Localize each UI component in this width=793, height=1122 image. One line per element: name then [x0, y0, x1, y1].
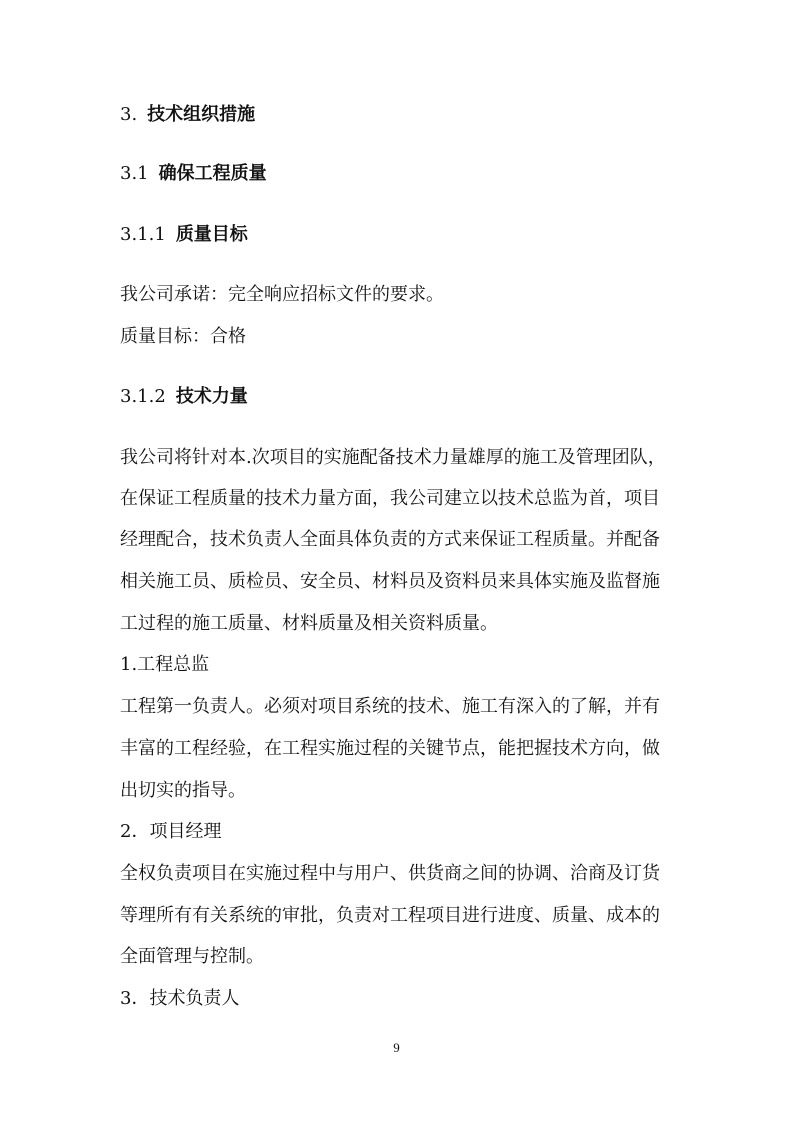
section-heading-3-1 — [120, 162, 680, 186]
page-number: 9 — [393, 1040, 400, 1055]
section-title: 技术力量 — [175, 386, 248, 407]
section-title: 质量目标 — [175, 224, 248, 245]
quality-target-line: 质量目标：合格 — [120, 326, 246, 347]
paragraph-line: 相关施工员、质检员、安全员、材料员及资料员来具体实施及监督施 — [120, 571, 660, 592]
item-line: 出切实的指导。 — [120, 780, 246, 801]
item-line: 工程第一负责人。必须对项目系统的技术、施工有深入的了解，并有 — [120, 696, 660, 717]
section-number: 3.1.2 — [120, 386, 166, 407]
section-title: 技术组织措施 — [147, 104, 256, 125]
section-number: 3. — [120, 104, 138, 125]
section-number: 3.1 — [120, 163, 149, 184]
paragraph-line: 我公司将针对本.次项目的实施配备技术力量雄厚的施工及管理团队， — [120, 447, 666, 468]
item-title-3: 3．技术负责人 — [120, 988, 240, 1009]
section-heading-3 — [120, 103, 680, 127]
paragraph-line: 工过程的施工质量、材料质量及相关资料质量。 — [120, 613, 498, 634]
paragraph-line: 经理配合，技术负责人全面具体负责的方式来保证工程质量。并配备 — [120, 529, 660, 550]
item-line: 全权负责项目在实施过程中与用户、供货商之间的协调、洽商及订货 — [120, 863, 660, 884]
item-line: 等理所有有关系统的审批，负责对工程项目进行进度、质量、成本的 — [120, 905, 660, 926]
section-heading-3-1-2 — [120, 385, 680, 409]
quality-commitment-line: 我公司承诺：完全响应招标文件的要求。 — [120, 284, 444, 305]
paragraph-line: 在保证工程质量的技术力量方面，我公司建立以技术总监为首，项目 — [120, 488, 660, 509]
item-title-1: 1.工程总监 — [120, 654, 210, 675]
section-number: 3.1.1 — [120, 224, 166, 245]
section-heading-3-1-1 — [120, 223, 680, 247]
item-line: 丰富的工程经验，在工程实施过程的关键节点，能把握技术方向，做 — [120, 738, 660, 759]
item-title-2: 2．项目经理 — [120, 821, 222, 842]
item-line: 全面管理与控制。 — [120, 946, 264, 967]
section-title: 确保工程质量 — [158, 163, 267, 184]
